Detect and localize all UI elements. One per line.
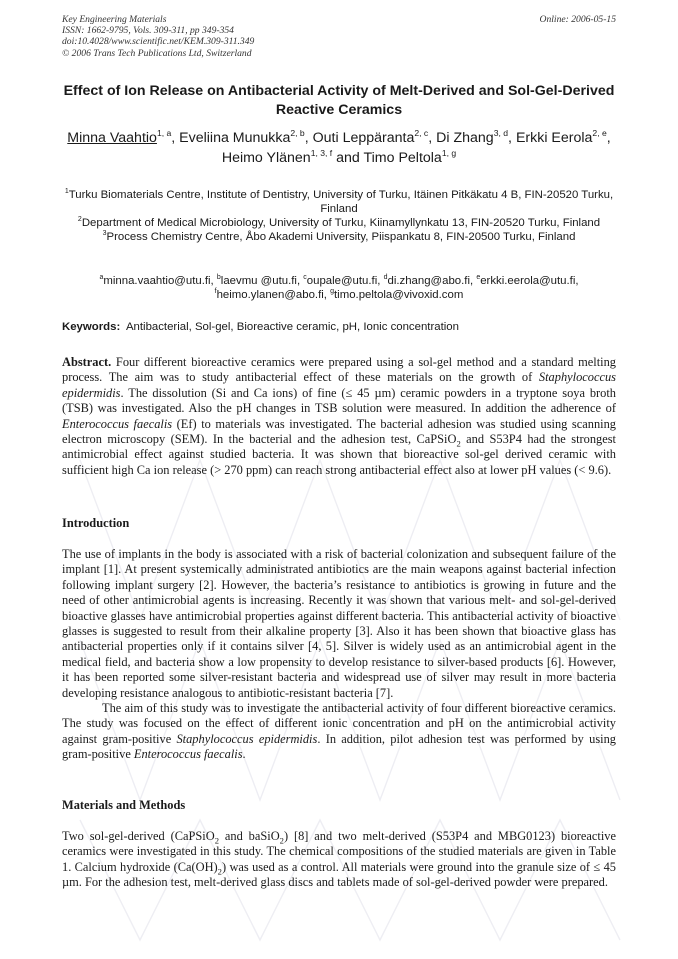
author-name: Minna Vaahtio <box>67 130 157 146</box>
email-link[interactable]: minna.vaahtio@utu.fi, <box>103 275 217 287</box>
journal-info <box>62 14 254 59</box>
author-superscript: 1, 3, f <box>310 148 333 158</box>
author-name: Outi Leppäranta <box>312 130 415 146</box>
online-date: Online: 2006-05-15 <box>539 14 616 25</box>
journal-issn: ISSN: 1662-9795, Vols. 309-311, pp 349-354 <box>62 25 234 37</box>
author-name: Heimo Ylänen <box>221 150 311 166</box>
author-emails: $^a$minna.vaahtio@utu.fi, $^b$laevmu @utu.fi, $^c$oupale@utu.fi, $^d$di.zhang@abo.fi, $^e$erkki.eerola@utu.fi, $^f$heimo.ylanen@abo.fi, $^g$timo.peltola@vivoxid.com <box>99 274 579 301</box>
author-name: Eveliina Munukka <box>179 130 291 146</box>
paper-title: Effect of Ion Release on Antibacterial Activity of Melt-Derived and Sol-Gel-Derived Reactive Ceramics <box>63 83 615 118</box>
journal-header <box>62 14 616 64</box>
author-superscript: 1, g <box>441 148 457 158</box>
author-superscript: 1, a <box>156 128 172 138</box>
methods-heading: Materials and Methods <box>62 798 186 812</box>
journal-name: Key Engineering Materials <box>62 14 167 25</box>
keywords <box>62 320 616 334</box>
author-superscript: 3, d <box>493 128 509 138</box>
affiliations <box>62 188 616 244</box>
abstract: Abstract. Four different bioreactive ceramics were prepared using a sol-gel method and a standard melting process. The aim was to study antibacterial effect of these materials on the growth of Staphylococcus epidermidis. The dissolution (Si and Ca ions) of fine (≤ 45 µm) ceramic powders in a tryptone soya broth (TSB) was investigated. Also the pH changes in TSB solution were measured. In addition the adherence of Enterococcus faecalis (Ef) to materials was investigated. The bacterial adhesion was studied using scanning electron microscopy (SEM). In the bacterial and the adhesion test, CaPSiO$_2$ and S53P4 had the strongest antimicrobial effect against studied bacteria. It was shown that bioreactive sol-gel derived ceramic with sufficient high Ca ion release (> 270 ppm) can reach strong antibacterial effect also at lower pH values (< 9.6). <box>62 355 616 477</box>
author-superscript: 2, c <box>414 128 429 138</box>
keywords-text: Antibacterial, Sol-gel, Bioreactive ceramic, pH, Ionic concentration <box>125 321 459 333</box>
journal-doi: doi:10.4028/www.scientific.net/KEM.309-311.349 <box>62 36 255 48</box>
affiliation-3: $^3$Process Chemistry Centre, Åbo Akademi University, Piispankatu 8, FIN-20500 Turku, Finland <box>102 230 576 243</box>
author-superscript: 2, b <box>290 128 305 138</box>
keywords-label: Keywords: <box>62 321 121 333</box>
author-superscript: 2, e <box>592 128 607 138</box>
author-name: Di Zhang <box>436 130 494 146</box>
intro-paragraph-1: The use of implants in the body is associated with a risk of bacterial colonization and subsequent failure of the implant [1]. At present systemically administrated antibiotics are the main weapons against bacterial infection following implant surgery [2]. However, the bacteria’s resistance to antibiotics is growing in future and the need of other antimicrobial agents is increasing. Recently it was shown that various melt- and sol-gel-derived bioactive glasses have antimicrobial properties against different bacteria. This antibacterial activity of bioactive glasses is suggested to result from their alkaline property [3]. Also it has been shown that bioactive glass has antibacterial properties only if it contains silver [4, 5]. Silver is widely used as an antimicrobial agent in the medical field, and bacteria show a low propensity to develop resistance to silver-based products [6]. However, it has been reported some silver-resistant bacteria and widespread use of silver may result in more bacteria developing resistance analogous to antibiotic-resistant bacteria [7]. <box>62 547 616 700</box>
email-link[interactable]: di.zhang@abo.fi, <box>387 275 477 287</box>
introduction-heading: Introduction <box>62 516 130 530</box>
email-link[interactable]: timo.peltola@vivoxid.com <box>334 289 464 301</box>
abstract-label: Abstract. <box>62 355 112 369</box>
intro-paragraph-2: The aim of this study was to investigate the antibacterial activity of four different bioreactive ceramics. The study was focused on the effect of different ionic concentration and pH on the antimicrobial activity against gram-positive Staphylococcus epidermidis. In addition, pilot adhesion test was performed by using gram-positive Enterococcus faecalis. <box>62 701 616 762</box>
affiliation-2: $^2$Department of Medical Microbiology, University of Turku, Kiinamyllynkatu 13, FIN-20520 Turku, Finland <box>77 216 601 229</box>
affiliation-1: $^1$Turku Biomaterials Centre, Institute of Dentistry, University of Turku, Itäinen Pitkäkatu 4 B, FIN-20520 Turku, Finland <box>64 188 614 215</box>
email-link[interactable]: laevmu @utu.fi, <box>220 275 304 287</box>
author-list: Minna Vaahtio$^{1, a}$, Eveliina Munukka$^{2, b}$, Outi Leppäranta$^{2, c}$, Di Zhang$^{3, d}$, Erkki Eerola$^{2, e}$, Heimo Ylänen$^{1, 3, f}$ and Timo Peltola$^{1, g}$ <box>67 128 611 166</box>
author-name: Erkki Eerola <box>515 130 593 146</box>
methods-body: Two sol-gel-derived (CaPSiO$_2$ and baSiO$_2$) [8] and two melt-derived (S53P4 and MBG0123) bioreactive ceramics were investigated in this study. The chemical compositions of the studied materials are given in Table 1. Calcium hydroxide $(Ca(OH)_2)$ was used as a control. All materials were ground into the granule size of ≤ 45 µm. For the adhesion test, melt-derived glass discs and tablets made of sol-gel-derived powder were prepared. <box>62 829 617 890</box>
authors-and: and <box>336 150 360 166</box>
author-name: Timo Peltola <box>363 150 442 166</box>
email-link[interactable]: heimo.ylanen@abo.fi, <box>216 289 331 301</box>
introduction-body <box>62 547 616 763</box>
email-link[interactable]: erkki.eerola@utu.fi, <box>480 275 579 287</box>
email-link[interactable]: oupale@utu.fi, <box>306 275 384 287</box>
journal-copyright: © 2006 Trans Tech Publications Ltd, Switzerland <box>62 47 252 59</box>
